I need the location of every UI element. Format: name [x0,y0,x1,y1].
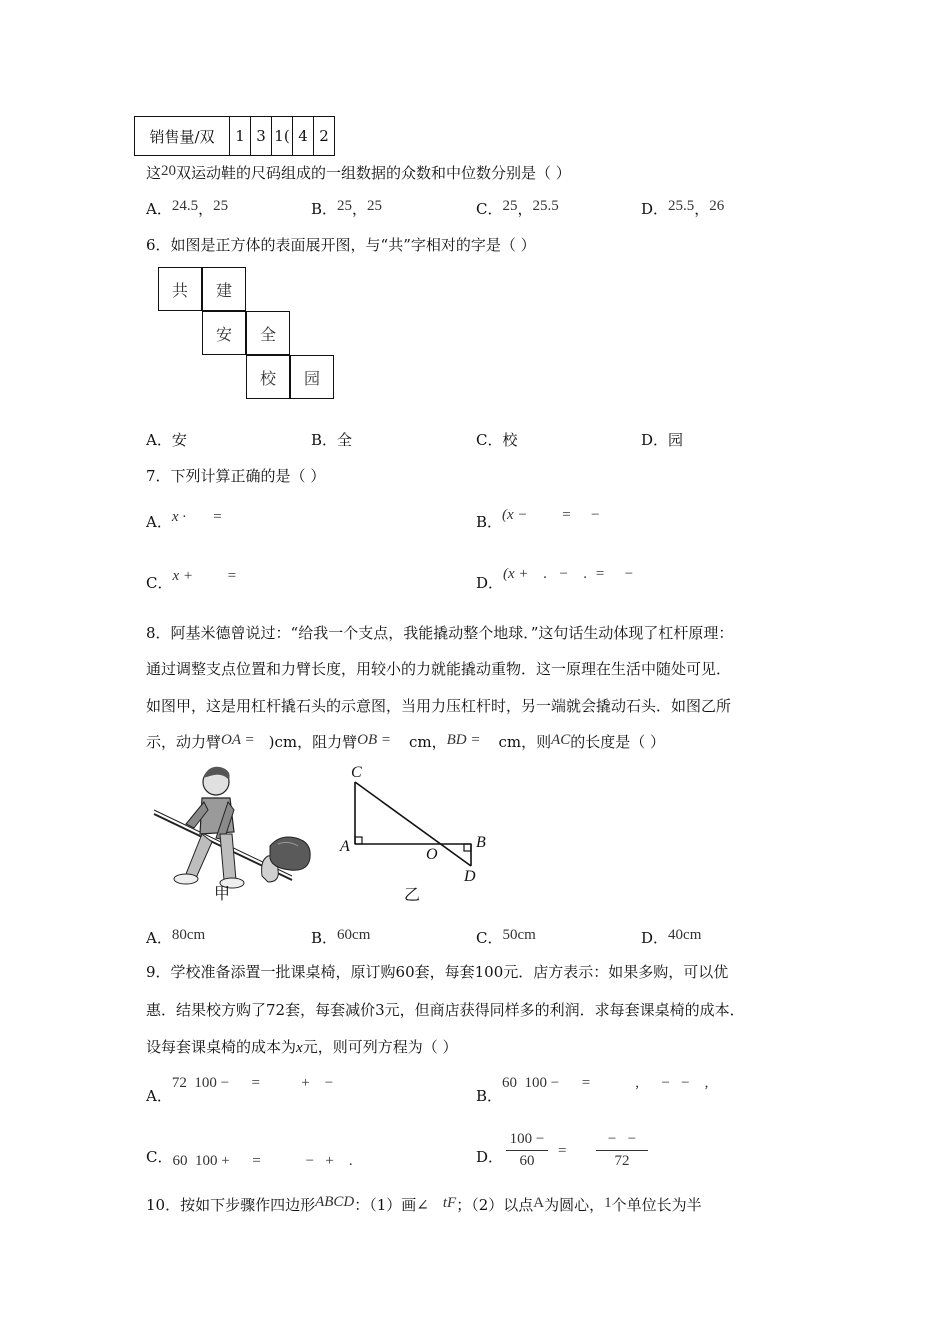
option-label: B． [476,513,503,531]
q8-text: 示，动力臂 [146,733,222,751]
q5-option-a [146,200,228,219]
figure-label-jia: 甲 [214,884,231,903]
table-cell: 1 [230,117,251,156]
separator: ， [198,200,214,218]
point-label-b: B [476,834,486,851]
option-value: 26 [709,198,725,214]
table-cell: 1( [272,117,293,156]
q9-text: 设每套课桌椅的成本为 [146,1038,297,1056]
fraction-denominator: 60 [519,1153,535,1169]
option-value: 60cm [337,927,371,943]
option-value: 40cm [668,927,702,943]
q6-option-b: B．全 [311,431,353,449]
person-leg-right [220,834,236,880]
q9-d-equals: = [558,1143,567,1159]
segment-cd [355,782,471,866]
option-math: x · = [171,509,223,525]
q9-text: 元，则可列方程为（ ） [302,1038,458,1056]
option-label: D． [641,200,669,218]
q8-oa: OA = [221,732,255,748]
table-cell: 3 [251,117,272,156]
option-math: x + = [172,568,237,584]
option-label: D． [476,574,504,592]
q8-line-3: 如图甲，这是用杠杆撬石头的示意图，当用力压杠杆时，另一端就会撬动石头．如图乙所 [146,697,732,715]
q8-ob: OB = [357,732,391,748]
fraction-numerator: 100 − [506,1131,548,1151]
q5-stem-a: 这 [146,164,162,182]
q5-stem-num: 20 [161,163,177,179]
q7-option-c [146,568,237,593]
q9-d-fraction-right [596,1131,648,1170]
net-cell: 建 [202,267,246,311]
q9-var-x: x [296,1040,303,1056]
q10-angle: tF [442,1195,457,1211]
option-math: 60 100 − = , − − , [502,1075,709,1091]
point-label-c: C [351,764,362,781]
separator: ， [352,200,368,218]
q8-text: cm， [408,733,447,751]
q10-text: 个单位长为半 [611,1196,702,1214]
fraction-numerator: − − [596,1131,648,1151]
option-label: C． [146,574,173,592]
q5-option-c [476,200,559,219]
q8-option-a [146,929,205,948]
q5-option-b [311,200,382,219]
q9-d-fraction-left [506,1131,548,1170]
q9-option-b [476,1075,709,1106]
q8-ac: AC [551,732,571,748]
q6-stem: 6．如图是正方体的表面展开图，与“共”字相对的字是（ ） [146,236,536,254]
option-value: 24.5 [171,198,199,214]
q6-option-a: A．安 [146,431,187,449]
option-value: 25 [367,198,383,214]
option-label: C． [146,1148,173,1166]
q9-line-2: 惠．结果校方购了72套，每套减价3元，但商店获得同样多的利润．求每套课桌椅的成本． [146,1001,745,1019]
q8-line-2: 通过调整支点位置和力臂长度，用较小的力就能撬动重物．这一原理在生活中随处可见． [146,660,732,678]
option-value: 25 [337,198,353,214]
q7-option-a [146,509,223,532]
table-header-cell: 销售量/双 [135,117,230,156]
option-label: A． [146,929,172,947]
q8-text: )cm，阻力臂 [268,733,358,751]
q8-text: cm，则 [498,733,552,751]
q6-option-d: D．园 [641,431,684,449]
option-math: 60 100 + = − + . [172,1153,353,1169]
point-label-d: D [464,868,476,885]
q5-stem [146,164,571,183]
option-math: (x − = − [502,507,601,523]
net-cell: 共 [158,267,202,311]
q7-option-d [476,566,634,593]
separator: ， [694,200,710,218]
option-label: C． [476,200,503,218]
separator: ， [517,200,533,218]
q8-option-c [476,929,536,948]
table-cell: 2 [314,117,335,156]
q8-option-b [311,929,370,948]
q7-option-b [476,507,601,532]
right-angle-a [355,837,362,844]
option-value: 25 [213,198,229,214]
q10-text: 10．按如下步骤作四边形 [146,1196,316,1214]
q8-option-d [641,929,701,948]
figure-label-yi: 乙 [404,885,421,904]
q5-option-d [641,200,724,219]
option-value: 25 [502,198,518,214]
rock [270,837,310,870]
option-math: 72 100 − = + − [171,1075,334,1091]
net-cell: 校 [246,355,290,399]
option-value: 80cm [171,927,206,943]
table-cell: 4 [293,117,314,156]
fraction-denominator: 72 [614,1153,630,1169]
q9-line-3 [146,1038,457,1057]
option-label: D． [641,929,669,947]
q10-line-1 [146,1196,702,1215]
person-leg-left [186,834,212,878]
person-shoe-left [174,874,198,884]
q7-stem: 7．下列计算正确的是（ ） [146,467,326,485]
option-label: B． [311,200,338,218]
option-value: 50cm [502,927,536,943]
option-value: 25.5 [668,198,695,214]
q6-option-c: C．校 [476,431,518,449]
option-label: C． [476,929,503,947]
q9-option-c [146,1148,353,1167]
net-cell: 园 [290,355,334,399]
q9-option-a [146,1075,334,1106]
option-label: A． [146,1087,172,1105]
q8-text: 的长度是（ ） [570,733,666,751]
q9-option-d-label: D． [476,1148,504,1166]
sales-table [134,116,335,156]
q10-one: 1 [604,1195,612,1211]
q8-line-1: 8．阿基米德曾说过：“给我一个支点，我能撬动整个地球．”这句话生动体现了杠杆原理： [146,624,734,642]
net-cell: 安 [202,311,246,355]
option-label: B． [476,1087,503,1105]
q10-text: 为圆心， [544,1196,605,1214]
option-label: A． [146,513,172,531]
q10-point: A [533,1195,545,1211]
q10-abcd: ABCD [315,1194,355,1210]
right-angle-b [464,844,471,851]
point-label-a: A [340,838,350,855]
option-value: 25.5 [532,198,559,214]
option-label: A． [146,200,172,218]
q8-bd: BD = [446,732,481,748]
net-cell: 全 [246,311,290,355]
q9-line-1: 9．学校准备添置一批课桌椅，原订购60套，每套100元．店方表示：如果多购，可以优 [146,963,729,981]
option-label: B． [311,929,338,947]
option-math: (x + . − . = − [503,566,634,582]
q5-stem-b: 双运动鞋的尺码组成的一组数据的众数和中位数分别是（ ） [176,164,571,182]
q10-text: ；（2）以点 [456,1196,534,1214]
q8-line-4 [146,733,665,752]
point-label-o: O [426,846,438,863]
q10-text: ：（1）画∠ [354,1196,429,1214]
lever-illustration [150,762,320,908]
